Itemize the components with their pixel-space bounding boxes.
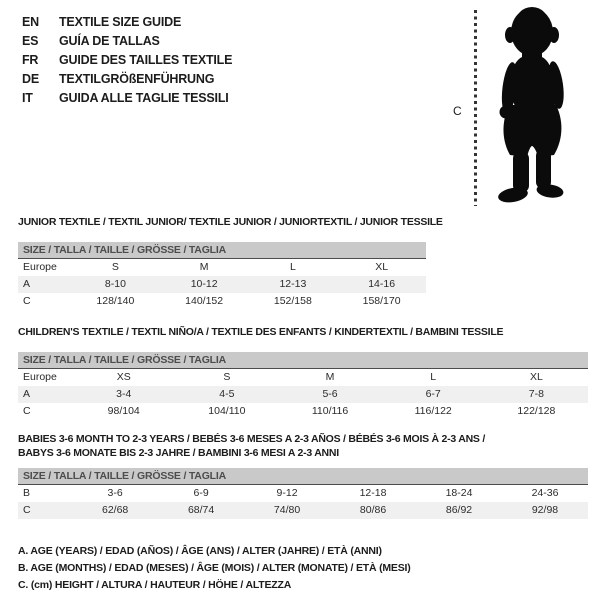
tables-content xyxy=(18,212,588,594)
size-cell: 92/98 xyxy=(531,504,559,516)
size-cell: 12-13 xyxy=(279,277,307,290)
size-cell: M xyxy=(325,371,335,383)
language-code: FR xyxy=(22,53,39,67)
language-title: GUIDA ALLE TAGLIE TESSILI xyxy=(59,91,229,105)
footnote-age-months: B. AGE (MONTHS) / EDAD (MESES) / ÂGE (MOIS) / ALTER (MONATE) / ETÀ (MESI) xyxy=(18,562,411,574)
language-title: TEXTILE SIZE GUIDE xyxy=(59,15,182,29)
language-title: GUIDE DES TAILLES TEXTILE xyxy=(59,53,233,67)
size-header-row xyxy=(18,242,426,259)
language-code: DE xyxy=(22,72,39,86)
footnotes xyxy=(18,543,588,594)
language-row-fr xyxy=(22,51,232,70)
language-list xyxy=(22,13,232,108)
table-row-europe xyxy=(18,258,426,276)
size-cell: S xyxy=(223,371,231,383)
size-header-bar: SIZE / TALLA / TAILLE / GRÖSSE / TAGLIA xyxy=(18,352,588,369)
size-cell: 5-6 xyxy=(322,388,338,400)
language-code: EN xyxy=(22,15,39,29)
table-row-height xyxy=(18,293,426,310)
size-cell: 158/170 xyxy=(362,294,401,307)
size-cell: XL xyxy=(529,371,543,383)
row-label: C xyxy=(23,294,31,307)
title-line: CHILDREN'S TEXTILE / TEXTIL NIÑO/A / TEXTILE DES ENFANTS / KINDERTEXTIL / BAMBINI TESSILE xyxy=(18,325,504,338)
language-title: GUÍA DE TALLAS xyxy=(59,34,160,48)
size-cell: 110/116 xyxy=(311,405,349,417)
junior-textile-section xyxy=(18,216,588,310)
size-cell: 18-24 xyxy=(445,487,473,499)
babies-textile-section xyxy=(18,433,588,519)
size-cell: M xyxy=(199,260,209,273)
size-cell: 122/128 xyxy=(517,405,556,417)
row-label: A xyxy=(23,277,31,290)
title-line: JUNIOR TEXTILE / TEXTIL JUNIOR/ TEXTILE JUNIOR / JUNIORTEXTIL / JUNIOR TESSILE xyxy=(18,216,443,228)
size-cell: L xyxy=(430,371,437,383)
row-label: A xyxy=(23,388,31,400)
size-cell: 7-8 xyxy=(528,388,544,400)
table-row-age xyxy=(18,276,426,293)
row-label: Europe xyxy=(23,371,57,383)
language-row-en xyxy=(22,13,232,32)
size-cell: 128/140 xyxy=(96,294,135,307)
junior-size-table xyxy=(18,242,426,310)
footnote-age-years: A. AGE (YEARS) / EDAD (AÑOS) / ÂGE (ANS) / ALTER (JAHRE) / ETÀ (ANNI) xyxy=(18,545,382,557)
size-cell: 6-9 xyxy=(193,487,209,499)
size-cell: 98/104 xyxy=(107,405,140,417)
language-code: ES xyxy=(22,34,39,48)
title-line: BABYS 3-6 MONATE BIS 2-3 JAHRE / BAMBINI 3-6 MESI A 2-3 ANNI xyxy=(18,446,339,459)
size-header-row xyxy=(18,352,588,369)
language-title: TEXTILGRÖßENFÜHRUNG xyxy=(59,72,215,86)
table-row-europe xyxy=(18,369,588,387)
size-cell: 14-16 xyxy=(368,277,396,290)
size-cell: 140/152 xyxy=(185,294,224,307)
size-cell: 86/92 xyxy=(445,504,473,516)
footnote-height: C. (cm) HEIGHT / ALTURA / HAUTEUR / HÖHE / ALTEZZA xyxy=(18,579,292,591)
size-cell: 74/80 xyxy=(273,504,301,516)
table-row-age-months xyxy=(18,485,588,503)
language-row-it xyxy=(22,89,232,108)
row-label: B xyxy=(23,487,31,499)
baby-silhouette xyxy=(486,5,578,207)
language-row-es xyxy=(22,32,232,51)
size-cell: 6-7 xyxy=(425,388,441,400)
size-cell: 152/158 xyxy=(273,294,312,307)
table-title-junior xyxy=(18,216,588,230)
size-cell: 8-10 xyxy=(104,277,126,290)
row-label: C xyxy=(23,504,31,516)
size-header-bar: SIZE / TALLA / TAILLE / GRÖSSE / TAGLIA xyxy=(18,242,426,259)
table-title-children xyxy=(18,326,588,340)
height-measure-label: C xyxy=(453,104,462,118)
language-code: IT xyxy=(22,91,33,105)
height-measure-line xyxy=(474,10,477,206)
babies-size-table xyxy=(18,468,588,519)
size-cell: 68/74 xyxy=(187,504,215,516)
size-cell: 62/68 xyxy=(101,504,129,516)
language-row-de xyxy=(22,70,232,89)
size-cell: 3-4 xyxy=(116,388,132,400)
size-cell: L xyxy=(289,260,296,273)
size-cell: XS xyxy=(116,371,131,383)
size-cell: 116/122 xyxy=(414,405,452,417)
size-cell: 9-12 xyxy=(276,487,298,499)
baby-figure xyxy=(440,0,600,215)
size-header-bar: SIZE / TALLA / TAILLE / GRÖSSE / TAGLIA xyxy=(18,468,588,485)
row-label: Europe xyxy=(23,260,57,273)
size-cell: 10-12 xyxy=(190,277,218,290)
childrens-textile-section xyxy=(18,326,588,421)
size-header-row xyxy=(18,468,588,485)
size-cell: 12-18 xyxy=(359,487,387,499)
table-row-height xyxy=(18,403,588,420)
table-row-age xyxy=(18,386,588,403)
size-cell: 3-6 xyxy=(107,487,123,499)
childrens-size-table xyxy=(18,352,588,420)
table-title-babies xyxy=(18,433,588,460)
title-line: BABIES 3-6 MONTH TO 2-3 YEARS / BEBÉS 3-6 MESES A 2-3 AÑOS / BÉBÉS 3-6 MOIS À 2-3 ANS / xyxy=(18,433,486,445)
size-cell: S xyxy=(111,260,119,273)
size-cell: 4-5 xyxy=(219,388,235,400)
size-cell: 104/110 xyxy=(208,405,246,417)
size-cell: XL xyxy=(375,260,389,273)
size-cell: 80/86 xyxy=(359,504,387,516)
size-cell: 24-36 xyxy=(531,487,559,499)
row-label: C xyxy=(23,405,31,417)
table-row-height xyxy=(18,502,588,519)
